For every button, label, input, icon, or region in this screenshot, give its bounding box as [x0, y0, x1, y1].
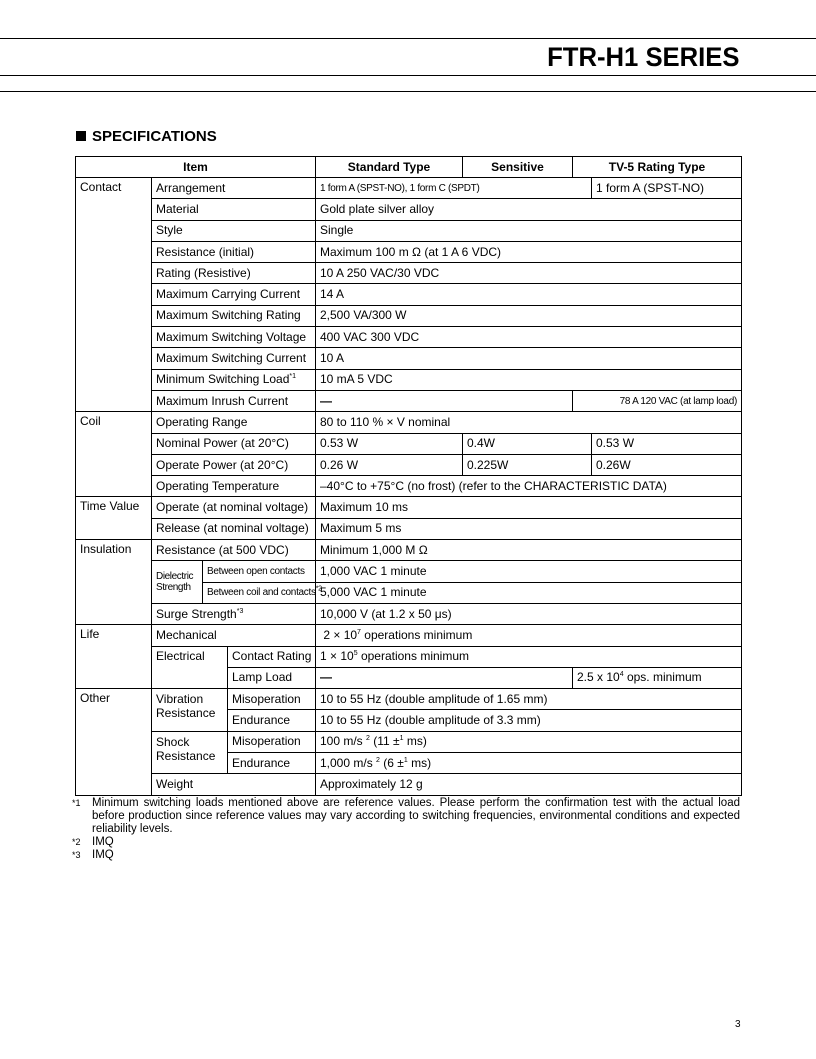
footnote-text: IMQ [92, 836, 114, 848]
table-row [76, 731, 742, 752]
cell-value: Maximum 100 m Ω (at 1 A 6 VDC) [316, 241, 742, 262]
row-sublabel-text: Between coil and contacts [207, 587, 316, 599]
cell-value: — [316, 390, 573, 411]
footnote-mark: *2 [72, 837, 81, 847]
table-row [76, 433, 742, 454]
row-sublabel: Misoperation [228, 731, 316, 752]
row-label: Weight [152, 774, 316, 795]
cell-value: 0.225W [463, 454, 592, 475]
table-header-row [76, 157, 742, 178]
footnotes [72, 797, 740, 862]
header-item: Item [76, 157, 316, 178]
footnote-1 [72, 797, 740, 836]
row-label: Operate Power (at 20°C) [152, 454, 316, 475]
row-sublabel: Contact Rating [228, 646, 316, 667]
row-label: Mechanical [152, 625, 316, 646]
row-label: Maximum Inrush Current [152, 390, 316, 411]
row-label [152, 369, 316, 390]
row-label-dielectric: Dielectric Strength [152, 561, 203, 604]
footnote-mark: *1 [72, 798, 81, 808]
cell-value: 400 VAC 300 VDC [316, 327, 742, 348]
row-sublabel: Lamp Load [228, 667, 316, 688]
section-heading [76, 128, 217, 145]
series-title: FTR-H1 SERIES [547, 42, 740, 72]
header-tv5-rating: TV-5 Rating Type [573, 157, 742, 178]
table-row [76, 540, 742, 561]
cell-value: 0.26 W [316, 454, 463, 475]
row-label: Nominal Power (at 20°C) [152, 433, 316, 454]
top-rule [0, 38, 816, 39]
cell-value: 10 to 55 Hz (double amplitude of 1.65 mm) [316, 689, 742, 710]
cell-value: –40°C to +75°C (no frost) (refer to the CHARACTERISTIC DATA) [316, 476, 742, 497]
page-number: 3 [735, 1019, 741, 1030]
header-second-rule [0, 91, 816, 92]
section-title: SPECIFICATIONS [92, 128, 217, 145]
row-label: Operating Temperature [152, 476, 316, 497]
row-label: Material [152, 199, 316, 220]
cell-value: Approximately 12 g [316, 774, 742, 795]
row-label: Resistance (at 500 VDC) [152, 540, 316, 561]
row-label-shock: Shock Resistance [152, 731, 228, 774]
row-sublabel: Endurance [228, 710, 316, 731]
table-row [76, 305, 742, 326]
cell-value: $1 \times 10^5$ operations minimum [316, 646, 742, 667]
cell-value: 1,000 VAC 1 minute [316, 561, 742, 582]
table-row [76, 284, 742, 305]
row-label: Operate (at nominal voltage) [152, 497, 316, 518]
table-row [76, 454, 742, 475]
row-label: Maximum Carrying Current [152, 284, 316, 305]
footnote-ref: *1 [289, 373, 297, 381]
footnote-text: Minimum switching loads mentioned above are reference values. Please perform the confirmation test with the actual load before production since reference values may vary according to switching frequencies, environmental conditions and expected reliability levels. [92, 797, 740, 835]
group-life: Life [76, 625, 152, 689]
row-sublabel: Misoperation [228, 689, 316, 710]
table-row [76, 369, 742, 390]
square-bullet-icon [76, 131, 86, 141]
footnote-ref: *3 [236, 607, 244, 615]
table-row [76, 689, 742, 710]
cell-value: 0.4W [463, 433, 592, 454]
table-row [76, 561, 742, 582]
table-row [76, 348, 742, 369]
row-label-electrical: Electrical [152, 646, 228, 689]
footnote-mark: *3 [72, 850, 81, 860]
row-label: Maximum Switching Voltage [152, 327, 316, 348]
cell-value: Maximum 10 ms [316, 497, 742, 518]
table-row [76, 241, 742, 262]
table-row [76, 263, 742, 284]
cell-value: 10 to 55 Hz (double amplitude of 3.3 mm) [316, 710, 742, 731]
row-label: Release (at nominal voltage) [152, 518, 316, 539]
cell-value: 0.26W [592, 454, 742, 475]
header-standard-type: Standard Type [316, 157, 463, 178]
table-row [76, 476, 742, 497]
group-time-value: Time Value [76, 497, 152, 540]
cell-value: Gold plate silver alloy [316, 199, 742, 220]
cell-value: Single [316, 220, 742, 241]
row-label: Operating Range [152, 412, 316, 433]
row-label-vibration: Vibration Resistance [152, 689, 228, 732]
header-bottom-rule [0, 75, 816, 76]
cell-value: 10 mA 5 VDC [316, 369, 742, 390]
table-row [76, 390, 742, 411]
group-other: Other [76, 689, 152, 795]
row-sublabel: Endurance [228, 753, 316, 774]
cell-value: — [316, 667, 573, 688]
cell-value: 1 form A (SPST-NO), 1 form C (SPDT) [316, 178, 592, 199]
row-label: Rating (Resistive) [152, 263, 316, 284]
specifications-table [75, 156, 742, 796]
footnote-ref: *2 [315, 585, 322, 593]
group-coil: Coil [76, 412, 152, 497]
row-sublabel [203, 582, 322, 603]
row-sublabel: Between open contacts [203, 561, 316, 582]
cell-value: 78 A 120 VAC (at lamp load) [573, 390, 742, 411]
table-row [76, 603, 742, 624]
row-label [152, 603, 316, 624]
footnote-text: IMQ [92, 849, 114, 861]
group-insulation: Insulation [76, 540, 152, 625]
table-row [76, 518, 742, 539]
row-label: Style [152, 220, 316, 241]
table-row [76, 497, 742, 518]
cell-value: $2 \times 10^7$ operations minimum [316, 625, 742, 646]
table-row [76, 412, 742, 433]
table-row [76, 178, 742, 199]
table-row [76, 199, 742, 220]
cell-value: 10 A 250 VAC/30 VDC [316, 263, 742, 284]
row-label: Resistance (initial) [152, 241, 316, 262]
cell-value: 0.53 W [592, 433, 742, 454]
cell-value: Maximum 5 ms [316, 518, 742, 539]
footnote-2 [72, 836, 740, 849]
footnote-3 [72, 849, 740, 862]
table-row [76, 774, 742, 795]
row-label: Maximum Switching Current [152, 348, 316, 369]
header-sensitive: Sensitive [463, 157, 573, 178]
cell-value: 10 A [316, 348, 742, 369]
row-label-text: Minimum Switching Load [156, 372, 290, 387]
cell-value: 14 A [316, 284, 742, 305]
row-label: Maximum Switching Rating [152, 305, 316, 326]
cell-value: 1 form A (SPST-NO) [592, 178, 742, 199]
cell-value: 5,000 VAC 1 minute [316, 582, 742, 603]
table-row [76, 327, 742, 348]
cell-value: 2.5 x $10^4$ ops. minimum [573, 667, 742, 688]
table-row [76, 220, 742, 241]
table-row [76, 625, 742, 646]
cell-value: 10,000 V (at 1.2 x 50 μs) [316, 603, 742, 624]
row-label: Arrangement [152, 178, 316, 199]
cell-value: 0.53 W [316, 433, 463, 454]
row-label-text: Surge Strength [156, 606, 237, 621]
cell-value: Minimum 1,000 M Ω [316, 540, 742, 561]
cell-value: 100 m/s $^2$ (11 ±$^1$ ms) [316, 731, 742, 752]
group-contact: Contact [76, 178, 152, 412]
cell-value: 2,500 VA/300 W [316, 305, 742, 326]
cell-value: 80 to 110 % × V nominal [316, 412, 742, 433]
table-row [76, 646, 742, 667]
cell-value: 1,000 m/s $^2$ (6 ±$^1$ ms) [316, 753, 742, 774]
